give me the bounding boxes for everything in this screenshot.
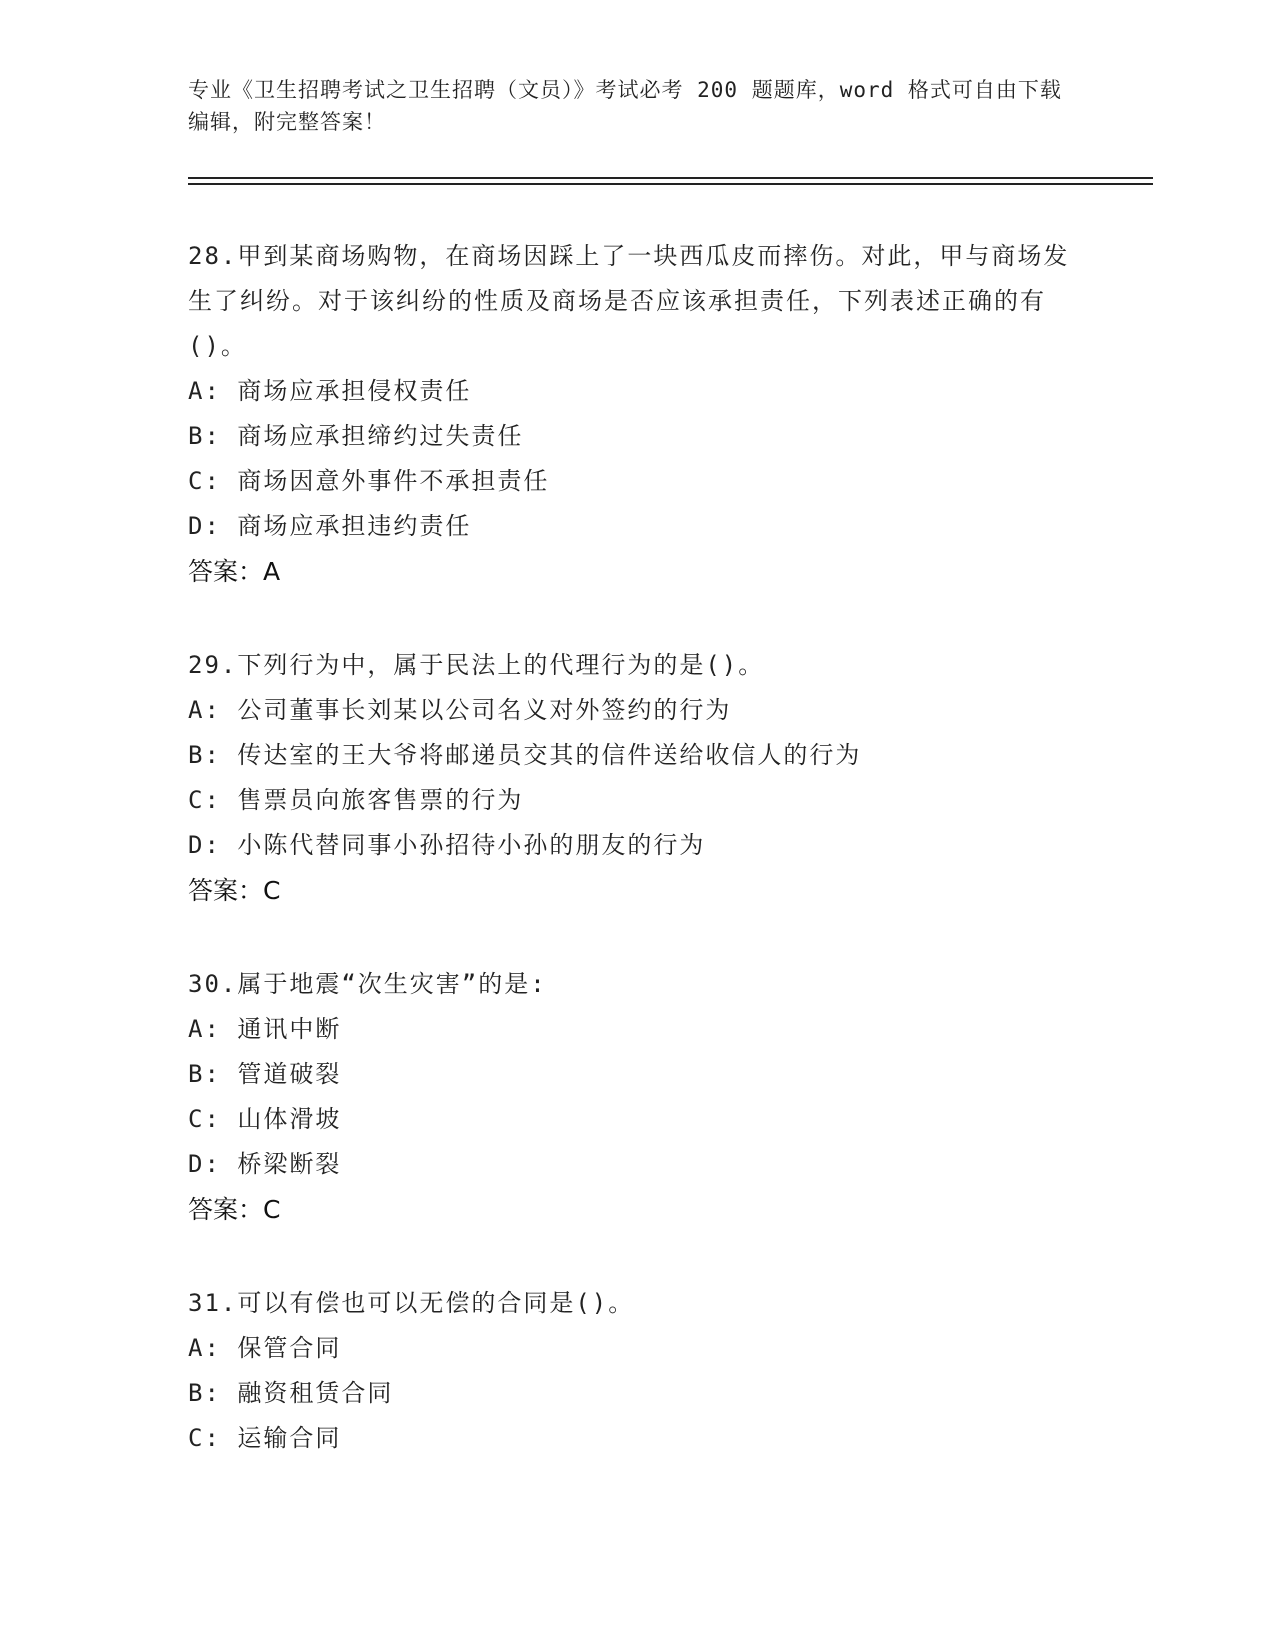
option-d: D: 商场应承担违约责任 — [188, 512, 472, 540]
option-c: C: 售票员向旅客售票的行为 — [188, 786, 524, 814]
header-divider-bottom — [188, 183, 1153, 185]
question-text: 28.甲到某商场购物，在商场因踩上了一块西瓜皮而摔伤。对此，甲与商场发生了纠纷。对于该纠纷的性质及商场是否应该承担责任，下列表述正确的有()。 — [188, 242, 1070, 360]
option-b: B: 融资租赁合同 — [188, 1379, 394, 1407]
option-b: B: 商场应承担缔约过失责任 — [188, 422, 524, 450]
question-text: 29.下列行为中，属于民法上的代理行为的是()。 — [188, 651, 765, 679]
option-d: D: 小陈代替同事小孙招待小孙的朋友的行为 — [188, 831, 706, 859]
option-a: A: 通讯中断 — [188, 1015, 342, 1043]
answer-line: 答案：C — [188, 1195, 281, 1224]
question-30 — [188, 962, 1088, 1232]
question-31 — [188, 1281, 1088, 1461]
question-28 — [188, 234, 1088, 594]
question-text: 30.属于地震“次生灾害”的是: — [188, 970, 547, 998]
option-c: C: 商场因意外事件不承担责任 — [188, 467, 550, 495]
option-c: C: 山体滑坡 — [188, 1105, 342, 1133]
option-c: C: 运输合同 — [188, 1424, 342, 1452]
option-a: A: 公司董事长刘某以公司名义对外签约的行为 — [188, 696, 732, 724]
answer-line: 答案：C — [188, 876, 281, 905]
question-text: 31.可以有偿也可以无偿的合同是()。 — [188, 1289, 635, 1317]
option-d: D: 桥梁断裂 — [188, 1150, 342, 1178]
option-b: B: 管道破裂 — [188, 1060, 342, 1088]
option-a: A: 保管合同 — [188, 1334, 342, 1362]
question-29 — [188, 643, 1088, 913]
answer-line: 答案：A — [188, 557, 281, 586]
option-a: A: 商场应承担侵权责任 — [188, 377, 472, 405]
document-header: 专业《卫生招聘考试之卫生招聘（文员）》考试必考 200 题题库，word 格式可自由下载编辑，附完整答案！ — [188, 78, 1062, 134]
option-b: B: 传达室的王大爷将邮递员交其的信件送给收信人的行为 — [188, 741, 862, 769]
header-divider-top — [188, 177, 1153, 179]
